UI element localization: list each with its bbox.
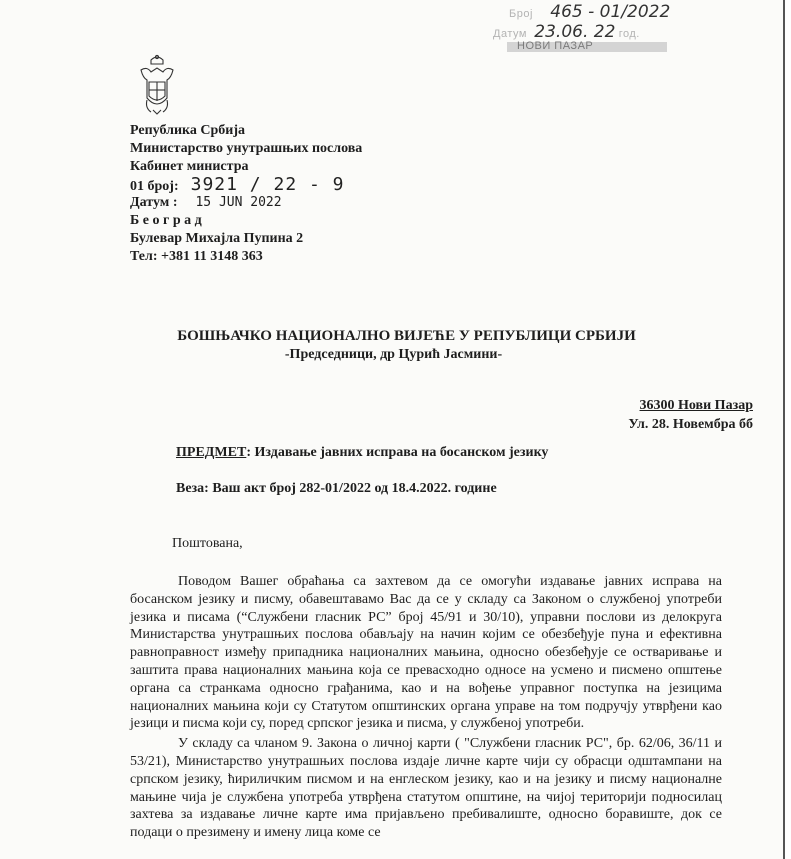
stamp-date-value: 23.06. 22 bbox=[534, 22, 616, 42]
registry-stamp bbox=[487, 0, 687, 60]
reference-label: Веза: bbox=[176, 481, 209, 496]
subject-line bbox=[176, 445, 548, 461]
sender-ministry: Министарство унутрашњих послова bbox=[130, 141, 363, 156]
recipient-person: -Председници, др Цурић Јасмини- bbox=[284, 347, 503, 362]
sender-block bbox=[130, 122, 362, 266]
sender-date-value: 15 JUN 2022 bbox=[195, 195, 282, 210]
stamp-date-label: Датум bbox=[493, 28, 527, 40]
reference-text: Ваш акт број 282-01/2022 од 18.4.2022. године bbox=[208, 481, 497, 496]
stamp-city: НОВИ ПАЗАР bbox=[517, 40, 594, 52]
stamp-number-value: 465 - 01/2022 bbox=[550, 2, 671, 22]
sender-number-value: 3921 / 22 - 9 bbox=[190, 174, 345, 195]
stamp-date-row bbox=[493, 22, 640, 42]
sender-date-row bbox=[130, 194, 362, 212]
coat-of-arms-icon bbox=[137, 54, 177, 116]
subject-label: ПРЕДМЕТ bbox=[176, 445, 247, 460]
letter-body bbox=[130, 573, 722, 842]
sender-date-label: Датум : bbox=[130, 195, 178, 210]
salutation: Поштована, bbox=[172, 536, 243, 551]
recipient-organization: БОШЊАЧКО НАЦИОНАЛНО ВИЈЕЋЕ У РЕПУБЛИЦИ СРБИЈИ bbox=[177, 328, 636, 344]
sender-number-label: 01 број: bbox=[130, 179, 179, 194]
sender-street: Булевар Михајла Пупина 2 bbox=[130, 231, 304, 246]
sender-phone: Тел: +381 11 3148 363 bbox=[130, 249, 263, 264]
reference-line bbox=[176, 481, 497, 497]
recipient-street: Ул. 28. Новембра бб bbox=[628, 417, 753, 432]
stamp-number-label: Број bbox=[509, 8, 533, 20]
sender-country: Република Србија bbox=[130, 123, 246, 138]
stamp-number-row bbox=[509, 2, 670, 22]
subject-text: : Издавање јавних исправа на босанском језику bbox=[246, 445, 549, 460]
sender-cabinet: Кабинет министра bbox=[130, 159, 249, 174]
body-paragraph: У складу са чланом 9. Закона о личној карти ( "Службени гласник РС", бр. 62/06, 36/11 и 53/21), Министарство унутрашњих послова издаје личне карте чији су обрасци одштампани на српском језику, ћириличким писмом и на енглеском језику, као и на језику и писму националне мањине чија је службена употреба утврђена статутом општине, на чијој територији подносилац захтева за издавање личне карте има пријављено пребивалиште, односно боравиште, док се подаци о презимену и имену лица коме се bbox=[130, 736, 722, 841]
sender-city: Б е о г р а д bbox=[130, 213, 202, 228]
recipient-city: 36300 Нови Пазар bbox=[639, 398, 753, 413]
stamp-date-suffix: год. bbox=[618, 28, 640, 40]
body-paragraph: Поводом Вашег обраћања са захтевом да се омогући издавање јавних исправа на босанском језику и писму, обавештавамо Вас да се у складу са Законом о службеној употреби језика и писама (“Службени гласник РС” број 45/91 и 30/10), управни послови из делокруга Министарства унутрашњих послова обављају на начин којим се обезбеђује пуна и ефективна равноправност између припадника националних мањина, односно обезбеђује се остваривање и заштита права националних мањина која се превасходно односе на усмено и писмено општење органа са странкама односно грађанима, као и на вођење управног поступка на језицима националних мањина који су Статутом општинских органа управе на том подручју утврђени као језици и писма који су, поред српског језика и писма, у службеној употреби. bbox=[130, 574, 722, 732]
recipient-address bbox=[628, 396, 753, 434]
sender-number-row bbox=[130, 176, 362, 194]
